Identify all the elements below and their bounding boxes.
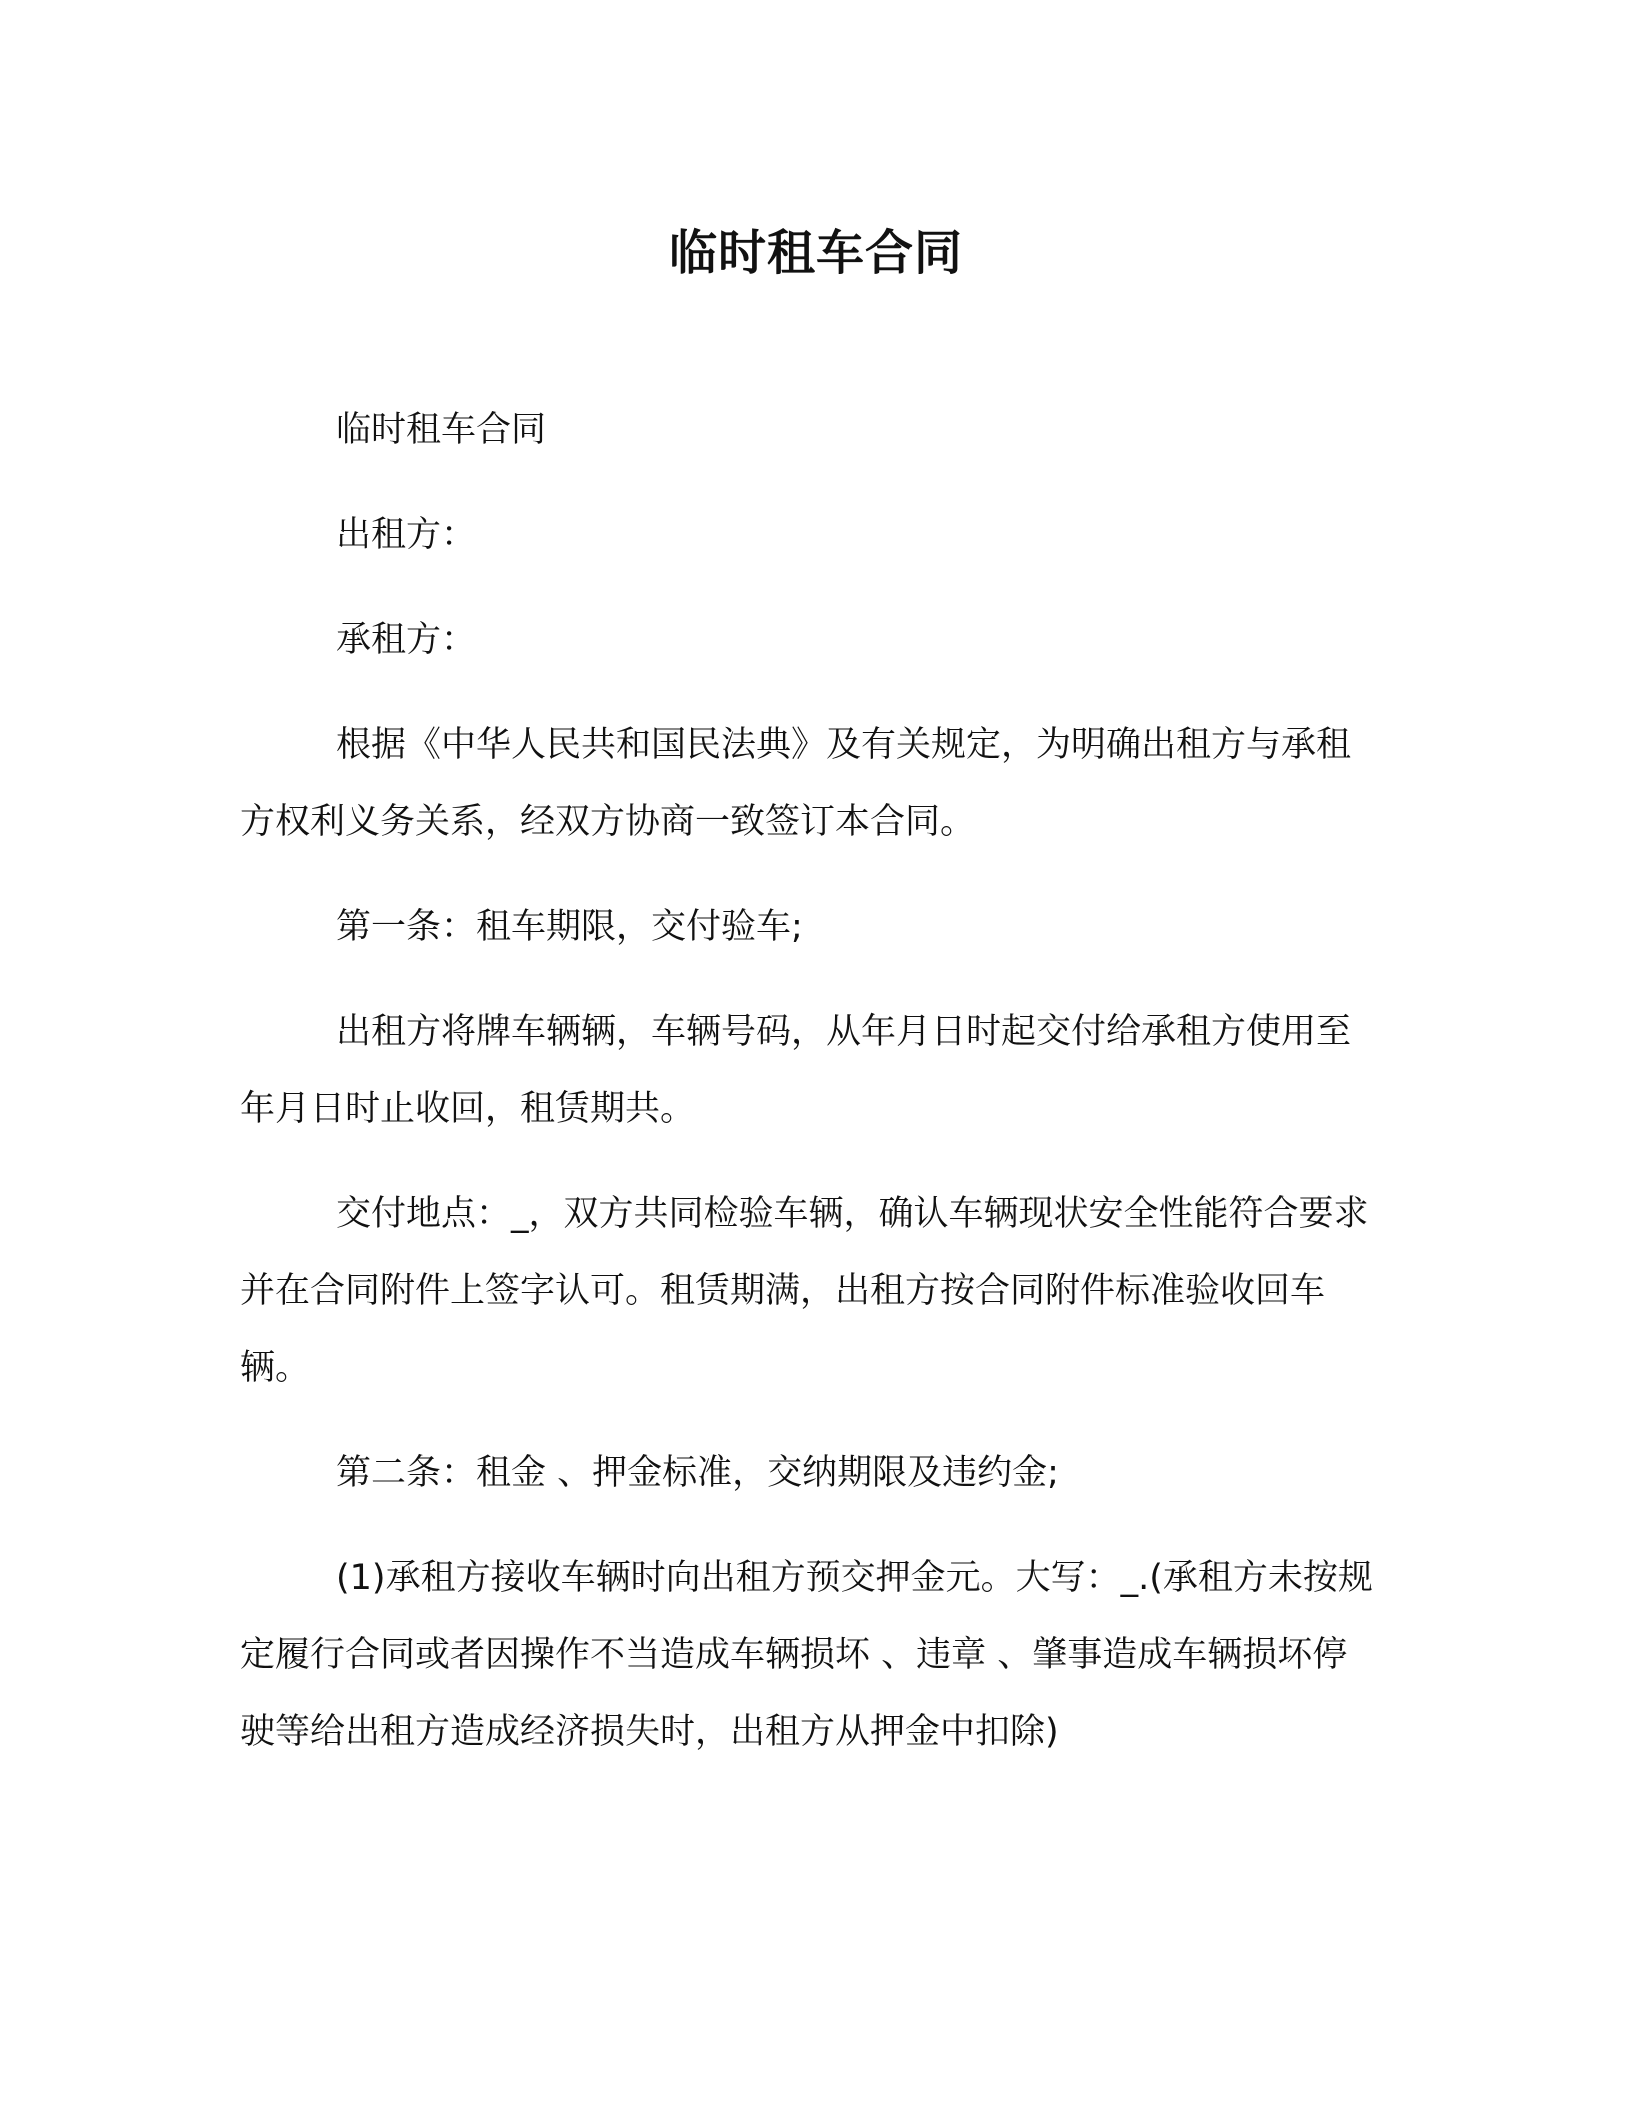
paragraph-article-1-term: 出租方将牌车辆辆，车辆号码，从年月日时起交付给承租方使用至年月日时止收回，租赁期共。 [240, 1012, 1352, 1129]
document-title: 临时租车合同 [668, 225, 963, 281]
paragraph-lessee: 承租方： [336, 620, 477, 660]
paragraph-article-2-title: 第二条：租金 、押金标准，交纳期限及违约金; [336, 1453, 1059, 1493]
paragraph-heading: 临时租车合同 [336, 410, 547, 450]
document-body [240, 392, 1380, 1799]
paragraph-article-1-delivery: 交付地点：_，双方共同检验车辆，确认车辆现状安全性能符合要求并在合同附件上签字认可。租赁期满，出租方按合同附件标准验收回车辆。 [240, 1194, 1369, 1388]
paragraph-preamble: 根据《中华人民共和国民法典》及有关规定，为明确出租方与承租方权利义务关系，经双方协商一致签订本合同。 [240, 725, 1352, 842]
paragraph-article-2-deposit: (1)承租方接收车辆时向出租方预交押金元。大写：_.(承租方未按规定履行合同或者因操作不当造成车辆损坏 、违章 、肇事造成车辆损坏停驶等给出租方造成经济损失时，出租方从押金中扣除) [240, 1558, 1373, 1752]
paragraph-lessor: 出租方： [336, 515, 477, 555]
paragraph-article-1-title: 第一条：租车期限，交付验车; [336, 907, 803, 947]
